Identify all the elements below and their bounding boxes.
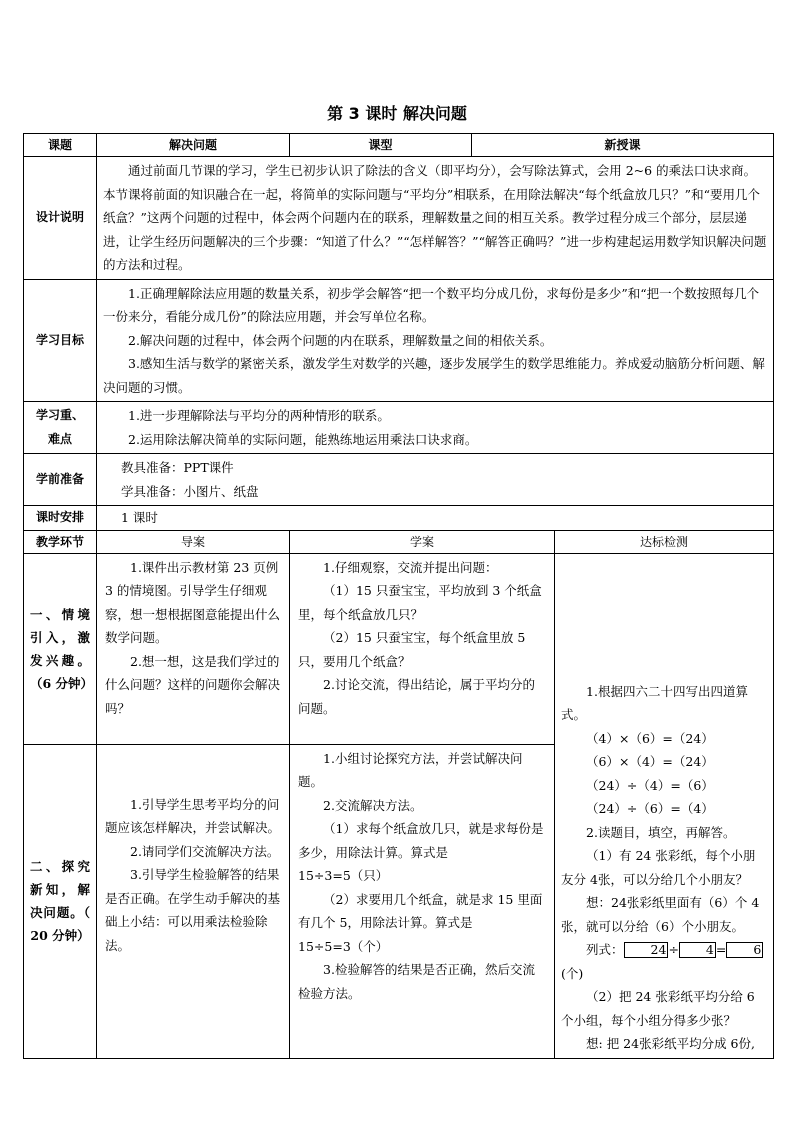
col-guide: 导案 [97, 530, 290, 553]
stage2-study-equation: 15÷5=3（个） [298, 938, 389, 954]
test-eq: （24）÷（6）=（4） [586, 801, 714, 816]
test-q1: 1.根据四六二十四写出四道算式。 [561, 683, 748, 722]
goals-row [24, 279, 774, 402]
keypoint-item: 1.进一步理解除法与平均分的两种情形的联系。 [128, 408, 390, 423]
col-study: 学案 [290, 530, 555, 553]
type-value: 新授课 [472, 134, 774, 157]
col-stage: 教学环节 [24, 530, 97, 553]
stage1-row [24, 553, 774, 744]
keypoints-row [24, 402, 774, 454]
keypoints-label-line2: 难点 [47, 431, 72, 446]
stage1-study-item: 2.讨论交流，得出结论，属于平均分的问题。 [298, 677, 535, 716]
goal-item: 1.正确理解除法应用题的数量关系，初步学会解答“把一个数平均分成几份，求每份是多少”和“把一个数按照每几个一份来分，看能分成几份”的除法应用题，并会写单位名称。 [103, 285, 760, 324]
formula-op: ÷ [668, 942, 679, 957]
formula-box-a: 24 [624, 942, 669, 958]
stage1-name: 一、情境引入，激发兴趣。（6 分钟） [24, 553, 97, 744]
prep-row [24, 454, 774, 506]
design-label: 设计说明 [24, 157, 97, 280]
stage2-study-item: （1）求每个纸盒放几只，就是求每份是多少，用除法计算。算式是 [298, 821, 544, 860]
formula-label: 列式： [586, 942, 624, 957]
test-eq: （6）×（4）=（24） [586, 754, 714, 769]
prep-item: 教具准备：PPT课件 [121, 460, 234, 475]
test-q2: 2.读题目，填空，再解答。 [586, 824, 736, 840]
stage2-name: 二、探究新知，解决问题。（ 20 分钟） [24, 744, 97, 1058]
page-title: 第 3 课时 解决问题 [327, 104, 467, 123]
test-formula [561, 938, 767, 985]
topic-label: 课题 [24, 134, 97, 157]
design-text-cell [97, 157, 774, 280]
stage1-study-item: 1.仔细观察，交流并提出问题： [323, 559, 498, 575]
test-q2-2: （2）把 24 张彩纸平均分给 6 个小组，每个小组分得多少张？ [561, 989, 755, 1028]
lesson-table [23, 133, 774, 1059]
keypoints-cell [97, 402, 774, 454]
schedule-cell [97, 506, 774, 531]
stage1-guide [97, 553, 290, 744]
keypoint-item: 2.运用除法解决简单的实际问题，能熟练地运用乘法口诀求商。 [128, 431, 478, 447]
stage1-study [290, 553, 555, 744]
stage2-study-item: 3.检验解答的结果是否正确，然后交流检验方法。 [298, 962, 535, 1001]
keypoints-label-line1: 学习重、 [35, 408, 84, 422]
stage2-guide-item: 1.引导学生思考平均分的问题应该怎样解决，并尝试解决。 [105, 796, 281, 836]
design-row [24, 157, 774, 280]
test-think1: 想：24张彩纸里面有（6）个 4张，就可以分给（6）个小朋友。 [561, 895, 760, 934]
schedule-value: 1 课时 [121, 510, 158, 525]
stage2-study-item: （2）求要用几个纸盒，就是求 15 里面有几个 5，用除法计算。算式是 [298, 891, 543, 931]
col-test: 达标检测 [555, 530, 774, 553]
design-text: 通过前面几节课的学习，学生已初步认识了除法的含义（即平均分），会写除法算式，会用 2~6 的乘法口诀求商。本节课将前面的知识融合在一起，将简单的实际问题与“平均分”相联系，在用除法解决“每个纸盒放几只？”和“要用几个纸盒？”这两个问题的过程中，体会两个问题内在的联系，理解数量之间的相互关系。教学过程分成三个部分，层层递进，让学生经历问题解决的三个步骤：“知道了什么？”“怎样解答？”“解答正确吗？”进一步构建起运用数学知识解决问题的方法和过程。 [103, 163, 767, 272]
stage2-study-equation: 15÷3=5（只） [298, 868, 389, 884]
formula-box-c: 6 [726, 942, 763, 958]
header-row [24, 134, 774, 157]
goals-label: 学习目标 [24, 279, 97, 402]
stage2-guide-item: 3.引导学生检验解答的结果是否正确。在学生动手解决的基础上小结：可以用乘法检验除法。 [105, 867, 281, 953]
goal-item: 3.感知生活与数学的紧密关系，激发学生对数学的兴趣，逐步发展学生的数学思维能力。养成爱动脑筋分析问题、解决问题的习惯。 [103, 356, 765, 395]
prep-item: 学具准备：小图片、纸盘 [121, 483, 259, 499]
stage1-guide-item: 2.想一想，这是我们学过的什么问题？这样的问题你会解决吗？ [105, 653, 281, 716]
goals-cell [97, 279, 774, 402]
stage2-guide [97, 744, 290, 1058]
test-q2-1: （1）有 24 张彩纸，每个小朋友分 4张，可以分给几个小朋友？ [561, 848, 756, 887]
test-cell [555, 553, 774, 1058]
test-think2: 想: 把 24张彩纸平均分成 6份, [586, 1036, 755, 1051]
keypoints-label [24, 402, 97, 454]
stage2-study [290, 744, 555, 1058]
stage1-guide-item: 1.课件出示教材第 23 页例 3 的情境图。引导学生仔细观察，想一想根据图意能提出什么数学问题。 [105, 559, 281, 645]
prep-label: 学前准备 [24, 454, 97, 506]
type-label: 课型 [290, 134, 472, 157]
columns-header-row [24, 530, 774, 553]
test-eq: （4）×（6）=（24） [586, 730, 714, 746]
formula-box-b: 4 [679, 942, 716, 958]
formula-eq: = [715, 942, 727, 957]
goal-item: 2.解决问题的过程中，体会两个问题的内在联系，理解数量之间的相依关系。 [128, 332, 553, 348]
formula-unit: (个) [561, 965, 584, 981]
stage1-study-item: （2）15 只蚕宝宝，每个纸盒里放 5 只，要用几个纸盒？ [298, 630, 526, 669]
stage2-study-item: 1.小组讨论探究方法，并尝试解决问题。 [298, 750, 523, 790]
test-eq: （24）÷（4）=（6） [586, 777, 714, 793]
schedule-label: 课时安排 [24, 506, 97, 531]
prep-cell [97, 454, 774, 506]
stage2-guide-item: 2.请同学们交流解决方法。 [130, 843, 280, 859]
stage1-study-item: （1）15 只蚕宝宝，平均放到 3 个纸盒里，每个纸盒放几只？ [298, 583, 542, 622]
schedule-row [24, 506, 774, 531]
topic-value: 解决问题 [97, 134, 290, 157]
stage2-study-item: 2.交流解决方法。 [323, 797, 423, 813]
